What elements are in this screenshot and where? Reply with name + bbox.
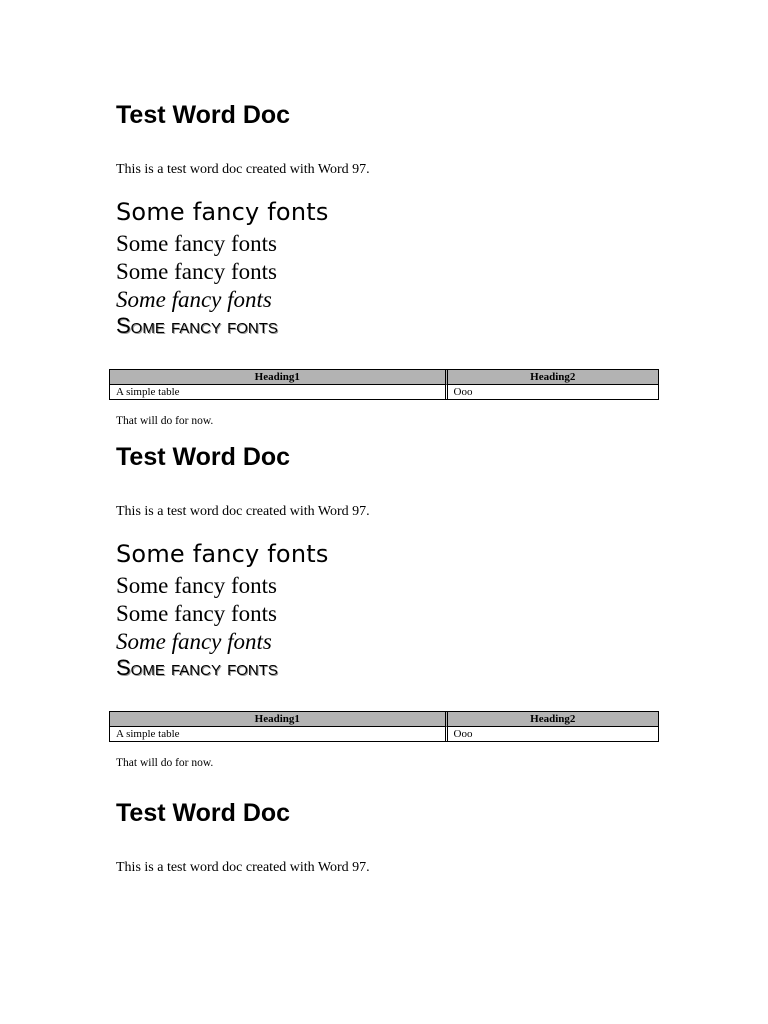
- doc-heading: Test Word Doc: [116, 443, 291, 471]
- doc-heading: Test Word Doc: [116, 799, 291, 827]
- simple-table: [109, 711, 659, 742]
- table-cell: A simple table: [110, 727, 448, 741]
- intro-paragraph: This is a test word doc created with Word 97.: [116, 504, 370, 519]
- table-cell: Ooo: [453, 386, 473, 398]
- closing-note: That will do for now.: [116, 415, 214, 427]
- fancy-font-serif: Some fancy fonts: [116, 231, 277, 256]
- fancy-font-smallcaps: Some fancy fonts: [116, 313, 278, 338]
- fancy-font-smallcaps: Some fancy fonts: [116, 655, 278, 680]
- intro-paragraph: This is a test word doc created with Word 97.: [116, 860, 370, 875]
- fancy-font-italic: Some fancy fonts: [116, 629, 272, 654]
- table-cell: Ooo: [453, 728, 473, 740]
- fancy-font-italic: Some fancy fonts: [116, 287, 272, 312]
- fancy-font-serif: Some fancy fonts: [116, 573, 277, 598]
- fancy-font-serif-2: Some fancy fonts: [116, 259, 277, 284]
- table-header-row: [110, 712, 658, 727]
- fancy-font-serif-2: Some fancy fonts: [116, 601, 277, 626]
- table-header-cell: Heading2: [448, 370, 658, 385]
- table-row: [110, 385, 658, 399]
- table-row: [110, 727, 658, 741]
- closing-note: That will do for now.: [116, 757, 214, 769]
- table-cell: A simple table: [110, 385, 448, 399]
- table-header-cell: Heading2: [448, 712, 658, 727]
- fancy-font-comic: Some fancy fonts: [116, 540, 329, 568]
- table-header-cell: Heading1: [110, 370, 448, 385]
- fancy-font-comic: Some fancy fonts: [116, 198, 329, 226]
- table-header-cell: Heading1: [110, 712, 448, 727]
- simple-table: [109, 369, 659, 400]
- table-header-row: [110, 370, 658, 385]
- doc-heading: Test Word Doc: [116, 101, 291, 129]
- intro-paragraph: This is a test word doc created with Word 97.: [116, 162, 370, 177]
